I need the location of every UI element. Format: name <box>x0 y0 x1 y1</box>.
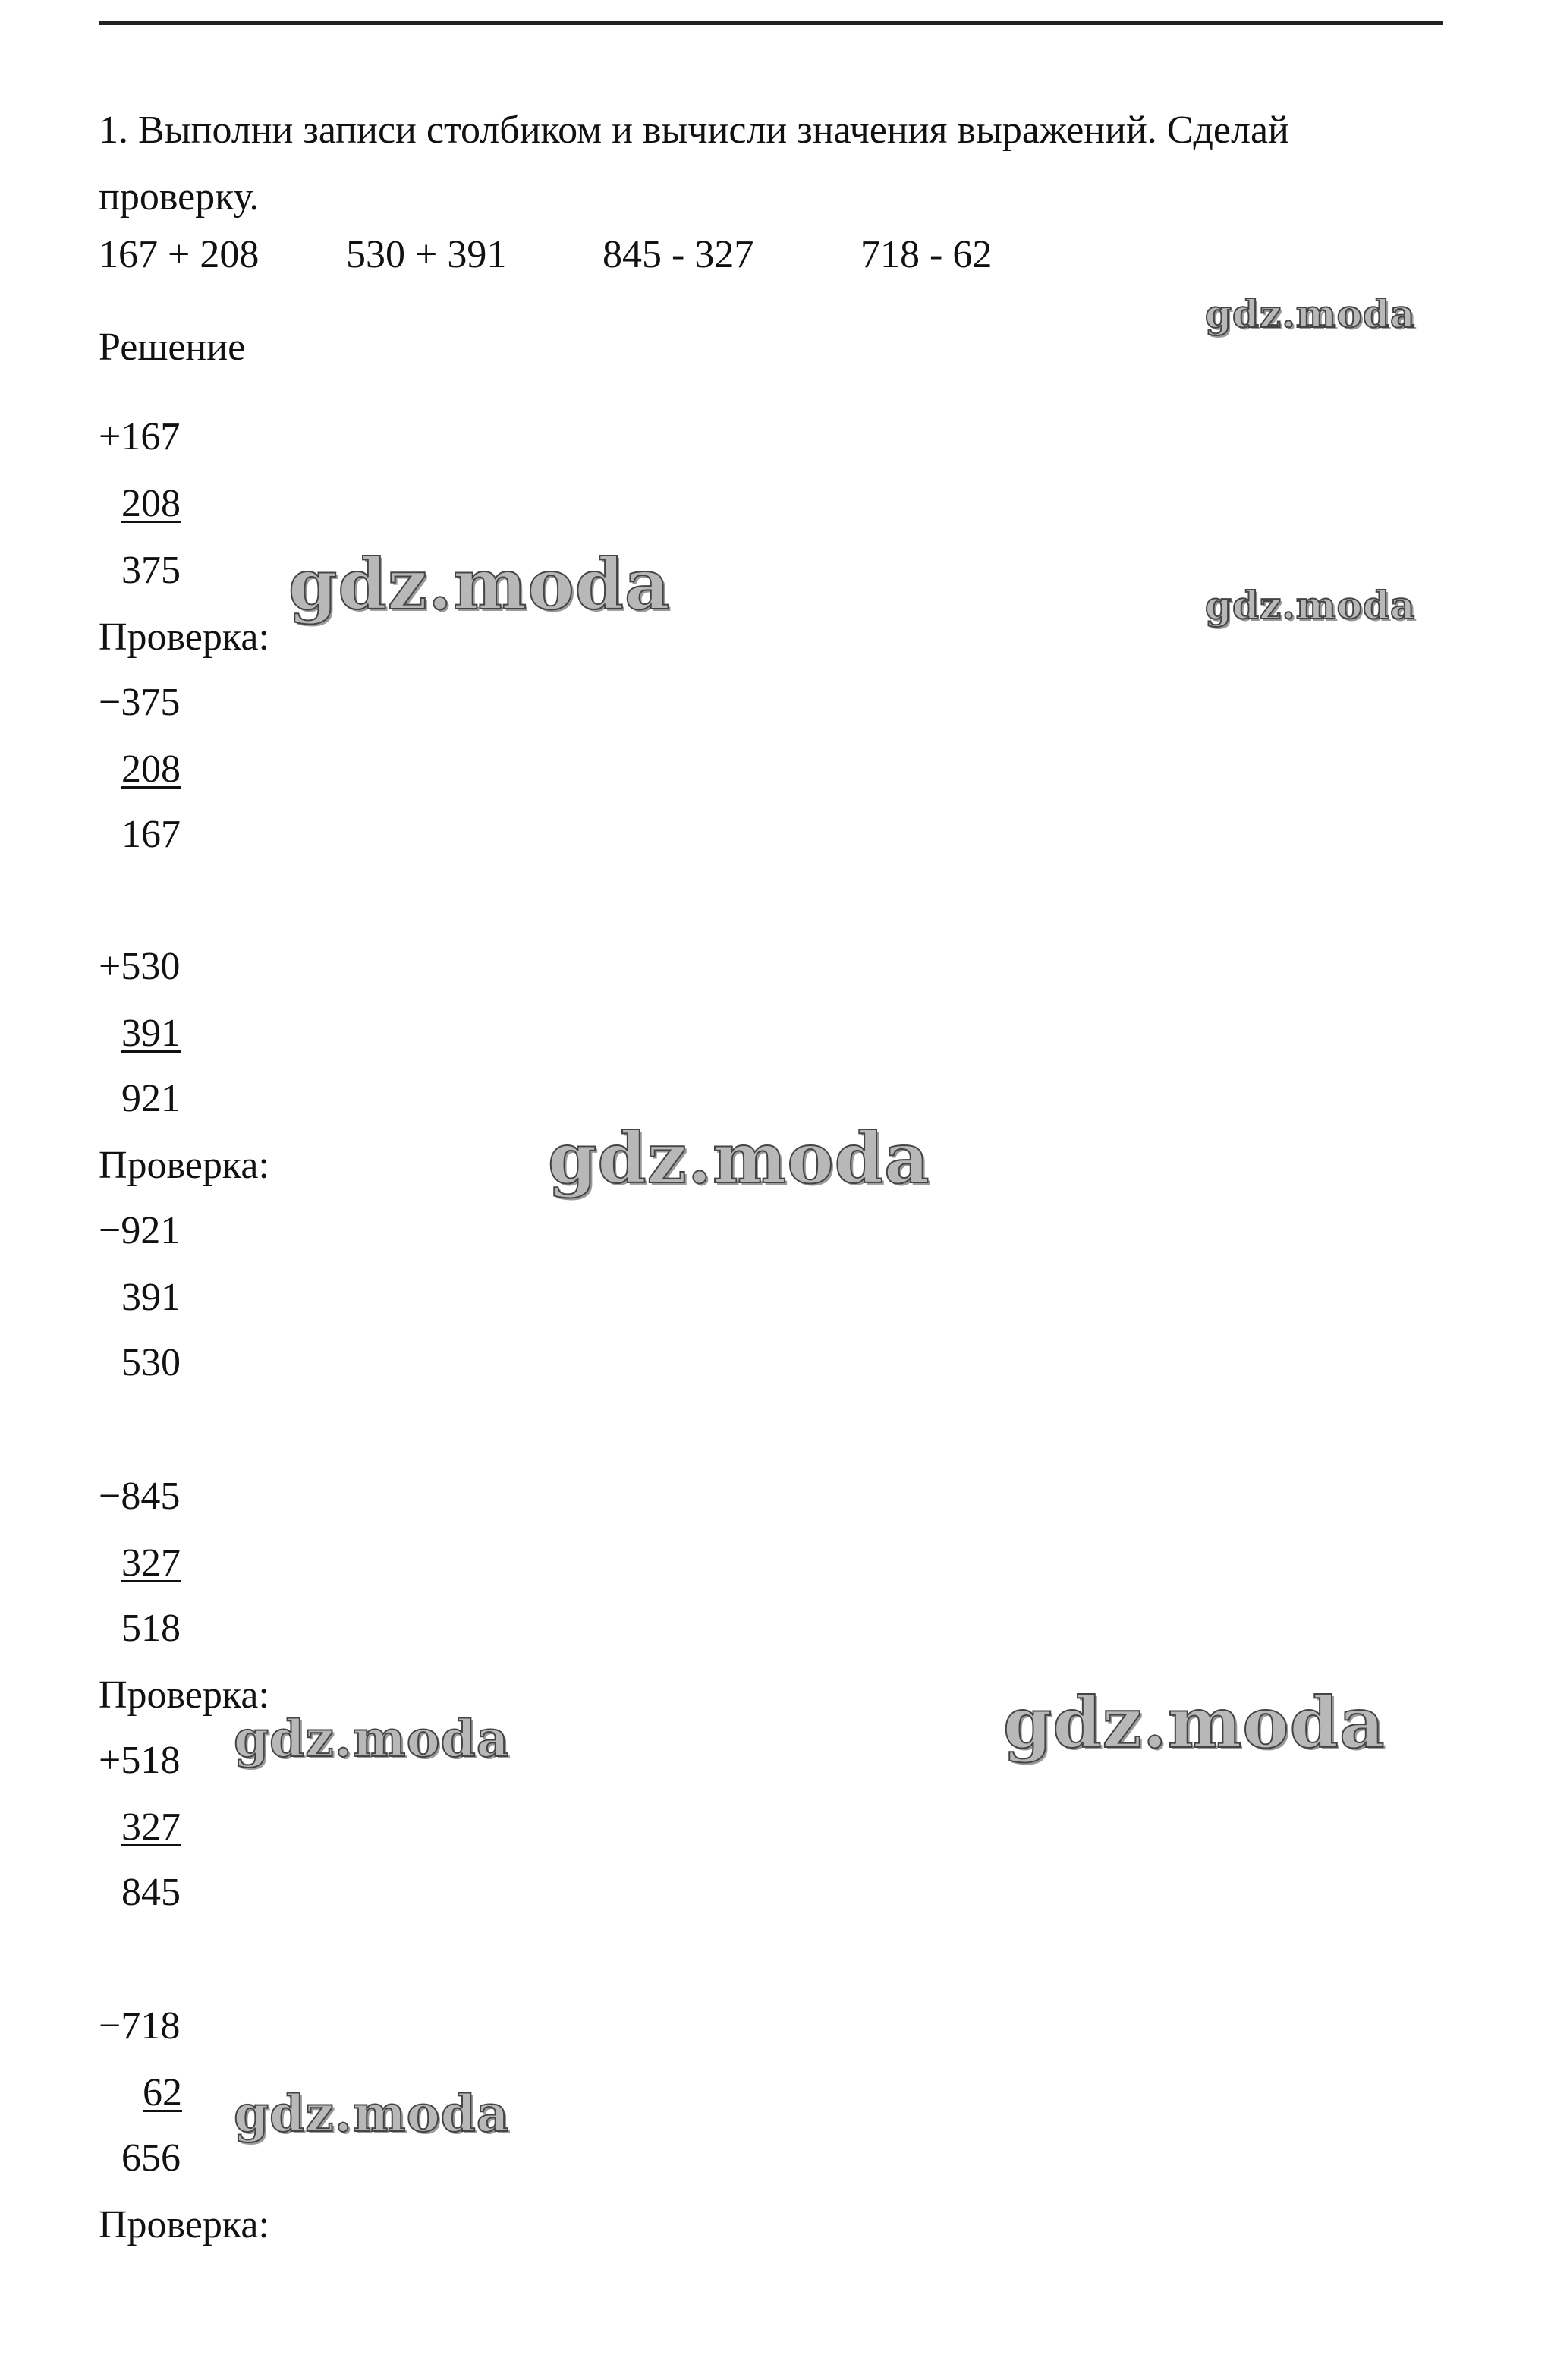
p1-result: 375 <box>121 549 181 592</box>
p2-result: 921 <box>121 1077 181 1120</box>
expression-1: 167 + 208 <box>99 233 260 276</box>
p3-check-result: 845 <box>121 1871 181 1914</box>
p2-check-label: Проверка: <box>99 1144 269 1187</box>
p1-check-operand-1: −375 <box>99 681 181 724</box>
watermark-3: gdz.moda <box>1205 583 1416 628</box>
expression-3: 845 - 327 <box>602 233 754 276</box>
p2-operand-2: 391 <box>121 1012 181 1055</box>
p3-operand-2: 327 <box>121 1541 181 1585</box>
p1-operand-2: 208 <box>121 482 181 525</box>
watermark-1: gdz.moda <box>1205 291 1416 336</box>
p2-operand-1: +530 <box>99 945 181 988</box>
watermark-7: gdz.moda <box>234 2084 510 2143</box>
solution-label: Решение <box>99 326 246 369</box>
p4-result: 656 <box>121 2136 181 2180</box>
expression-4: 718 - 62 <box>860 233 993 276</box>
watermark-6: gdz.moda <box>1003 1682 1386 1764</box>
p1-check-label: Проверка: <box>99 615 269 659</box>
p2-check-operand-2: 391 <box>121 1276 181 1319</box>
p3-check-label: Проверка: <box>99 1673 269 1717</box>
p4-operand-2: 62 <box>143 2071 182 2114</box>
watermark-4: gdz.moda <box>548 1117 930 1199</box>
p2-check-operand-1: −921 <box>99 1209 181 1252</box>
top-rule <box>99 21 1443 25</box>
p3-result: 518 <box>121 1607 181 1650</box>
p1-check-result: 167 <box>121 813 181 856</box>
watermark-2: gdz.moda <box>288 543 671 625</box>
task-text: 1. Выполни записи столбиком и вычисли значения выражений. Сделай проверку. <box>99 109 1289 219</box>
p1-operand-1: +167 <box>99 415 181 458</box>
expression-2: 530 + 391 <box>346 233 507 276</box>
p1-check-operand-2: 208 <box>121 748 181 791</box>
p2-check-result: 530 <box>121 1341 181 1384</box>
p4-check-label: Проверка: <box>99 2203 269 2246</box>
p3-check-operand-2: 327 <box>121 1805 181 1849</box>
p3-check-operand-1: +518 <box>99 1739 181 1782</box>
p3-operand-1: −845 <box>99 1475 181 1518</box>
watermark-5: gdz.moda <box>234 1709 510 1768</box>
p4-operand-1: −718 <box>99 2004 181 2048</box>
